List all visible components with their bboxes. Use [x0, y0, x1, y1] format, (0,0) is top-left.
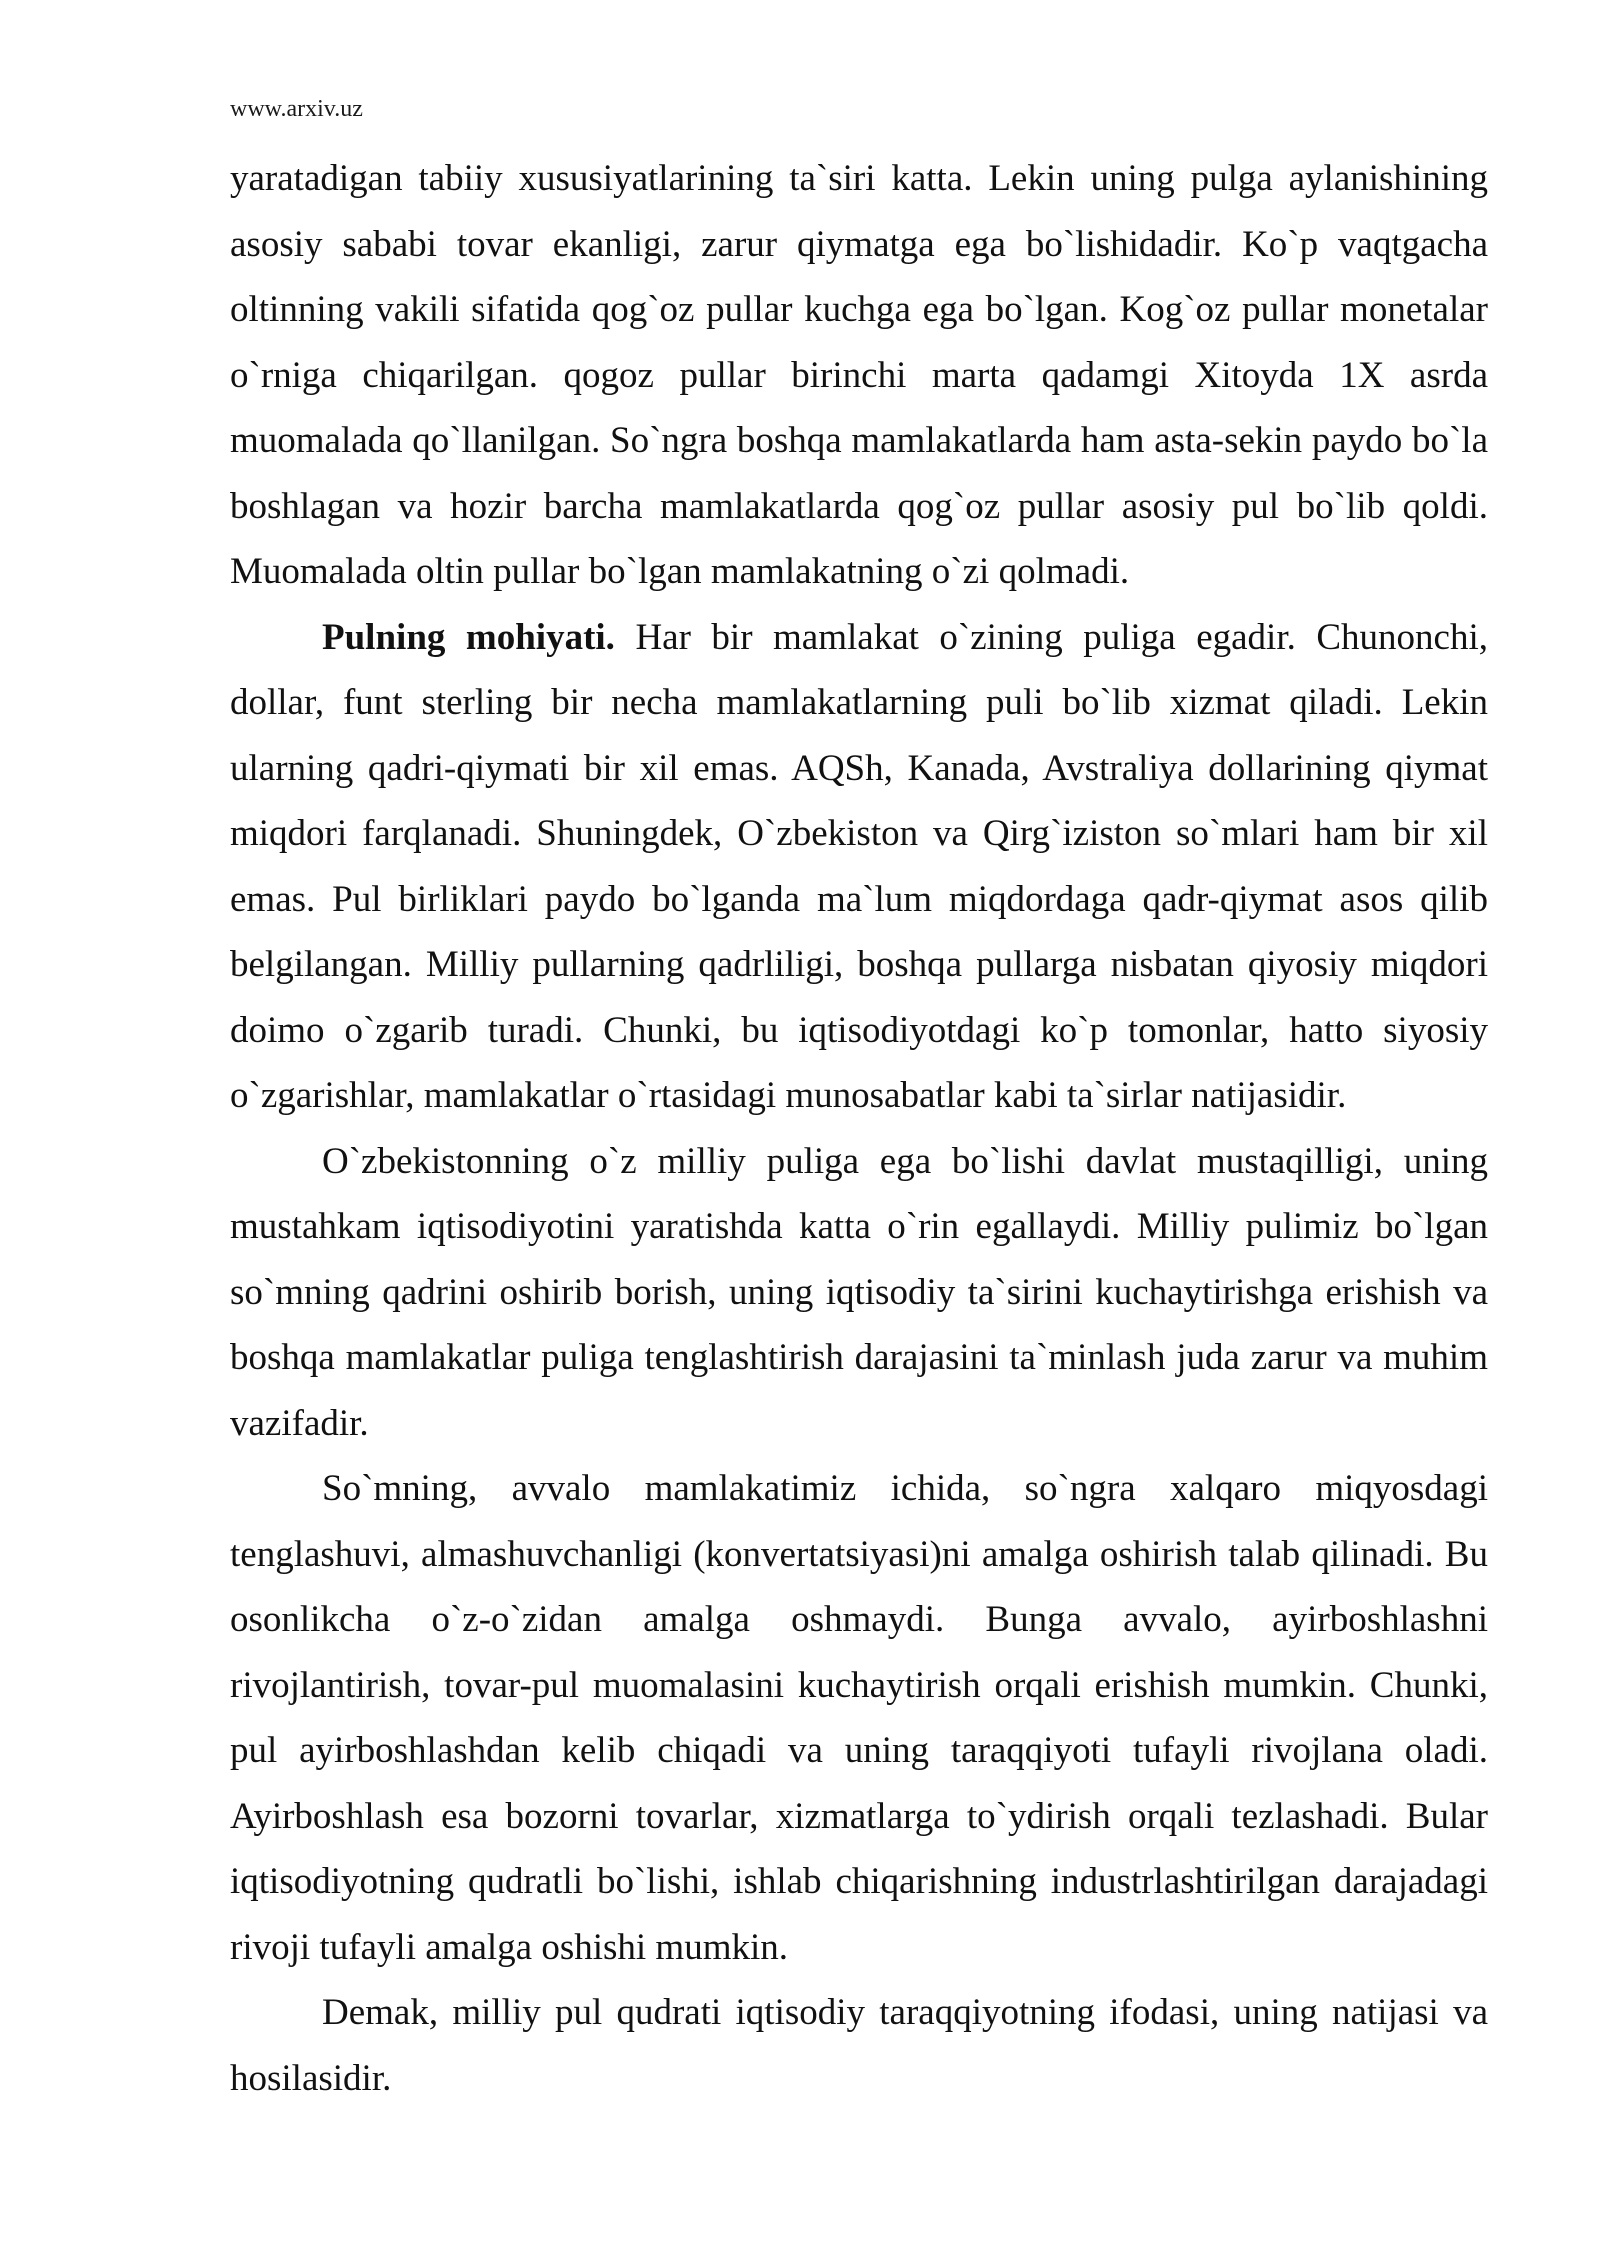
- paragraph-text: So`mning, avvalo mamlakatimiz ichida, so`ngra xalqaro miqyosdagi tenglashuvi, almashuvchanligi (konvertatsiyasi)ni amalga oshirish talab qilinadi. Bu osonlikcha o`z-o`zidan amalga oshmaydi. Bunga avvalo, ayirboshlashni rivojlantirish, tovar-pul muomalasini kuchaytirish orqali erishish mumkin. Chunki, pul ayirboshlashdan kelib chiqadi va uning taraqqiyoti tufayli rivojlana oladi. Ayirboshlash esa bozorni tovarlar, xizmatlarga to`ydirish orqali tezlashadi. Bular iqtisodiyotning qudratli bo`lishi, ishlab chiqarishning industrlashtirilgan darajadagi rivoji tufayli amalga oshishi mumkin.: [230, 1468, 1488, 1968]
- section-heading: Pulning mohiyati.: [322, 616, 615, 658]
- paragraph-text: Demak, milliy pul qudrati iqtisodiy taraqqiyotning ifodasi, uning natijasi va hosilasidir.: [230, 1992, 1488, 2099]
- paragraph: [230, 1129, 1488, 1457]
- paragraph: [230, 605, 1488, 1129]
- document-body: [230, 146, 1488, 2111]
- paragraph: [230, 1456, 1488, 1980]
- paragraph: [230, 1980, 1488, 2111]
- paragraph-text: Har bir mamlakat o`zining puliga egadir. Chunonchi, dollar, funt sterling bir necha mamlakatlarning puli bo`lib xizmat qiladi. Lekin ularning qadri-qiymati bir xil emas. AQSh, Kanada, Avstraliya dollarining qiymat miqdori farqlanadi. Shuningdek, O`zbekiston va Qirg`iziston so`mlari ham bir xil emas. Pul birliklari paydo bo`lganda ma`lum miqdordaga qadr-qiymat asos qilib belgilangan. Milliy pullarning qadrliligi, boshqa pullarga nisbatan qiyosiy miqdori doimo o`zgarib turadi. Chunki, bu iqtisodiyotdagi ko`p tomonlar, hatto siyosiy o`zgarishlar, mamlakatlar o`rtasidagi munosabatlar kabi ta`sirlar natijasidir.: [230, 616, 1488, 1116]
- source-url: www.arxiv.uz: [230, 96, 363, 122]
- paragraph-text: yaratadigan tabiiy xususiyatlarining ta`siri katta. Lekin uning pulga aylanishining asosiy sababi tovar ekanligi, zarur qiymatga ega bo`lishidadir. Ko`p vaqtgacha oltinning vakili sifatida qog`oz pullar kuchga ega bo`lgan. Kog`oz pullar monetalar o`rniga chiqarilgan. qogoz pullar birinchi marta qadamgi Xitoyda 1X asrda muomalada qo`llanilgan. So`ngra boshqa mamlakatlarda ham asta-sekin paydo bo`la boshlagan va hozir barcha mamlakatlarda qog`oz pullar asosiy pul bo`lib qoldi. Muomalada oltin pullar bo`lgan mamlakatning o`zi qolmadi.: [230, 158, 1488, 592]
- paragraph-text: O`zbekistonning o`z milliy puliga ega bo`lishi davlat mustaqilligi, uning mustahkam iqtisodiyotini yaratishda katta o`rin egallaydi. Milliy pulimiz bo`lgan so`mning qadrini oshirib borish, uning iqtisodiy ta`sirini kuchaytirishga erishish va boshqa mamlakatlar puliga tenglashtirish darajasini ta`minlash juda zarur va muhim vazifadir.: [230, 1140, 1488, 1444]
- paragraph: [230, 146, 1488, 605]
